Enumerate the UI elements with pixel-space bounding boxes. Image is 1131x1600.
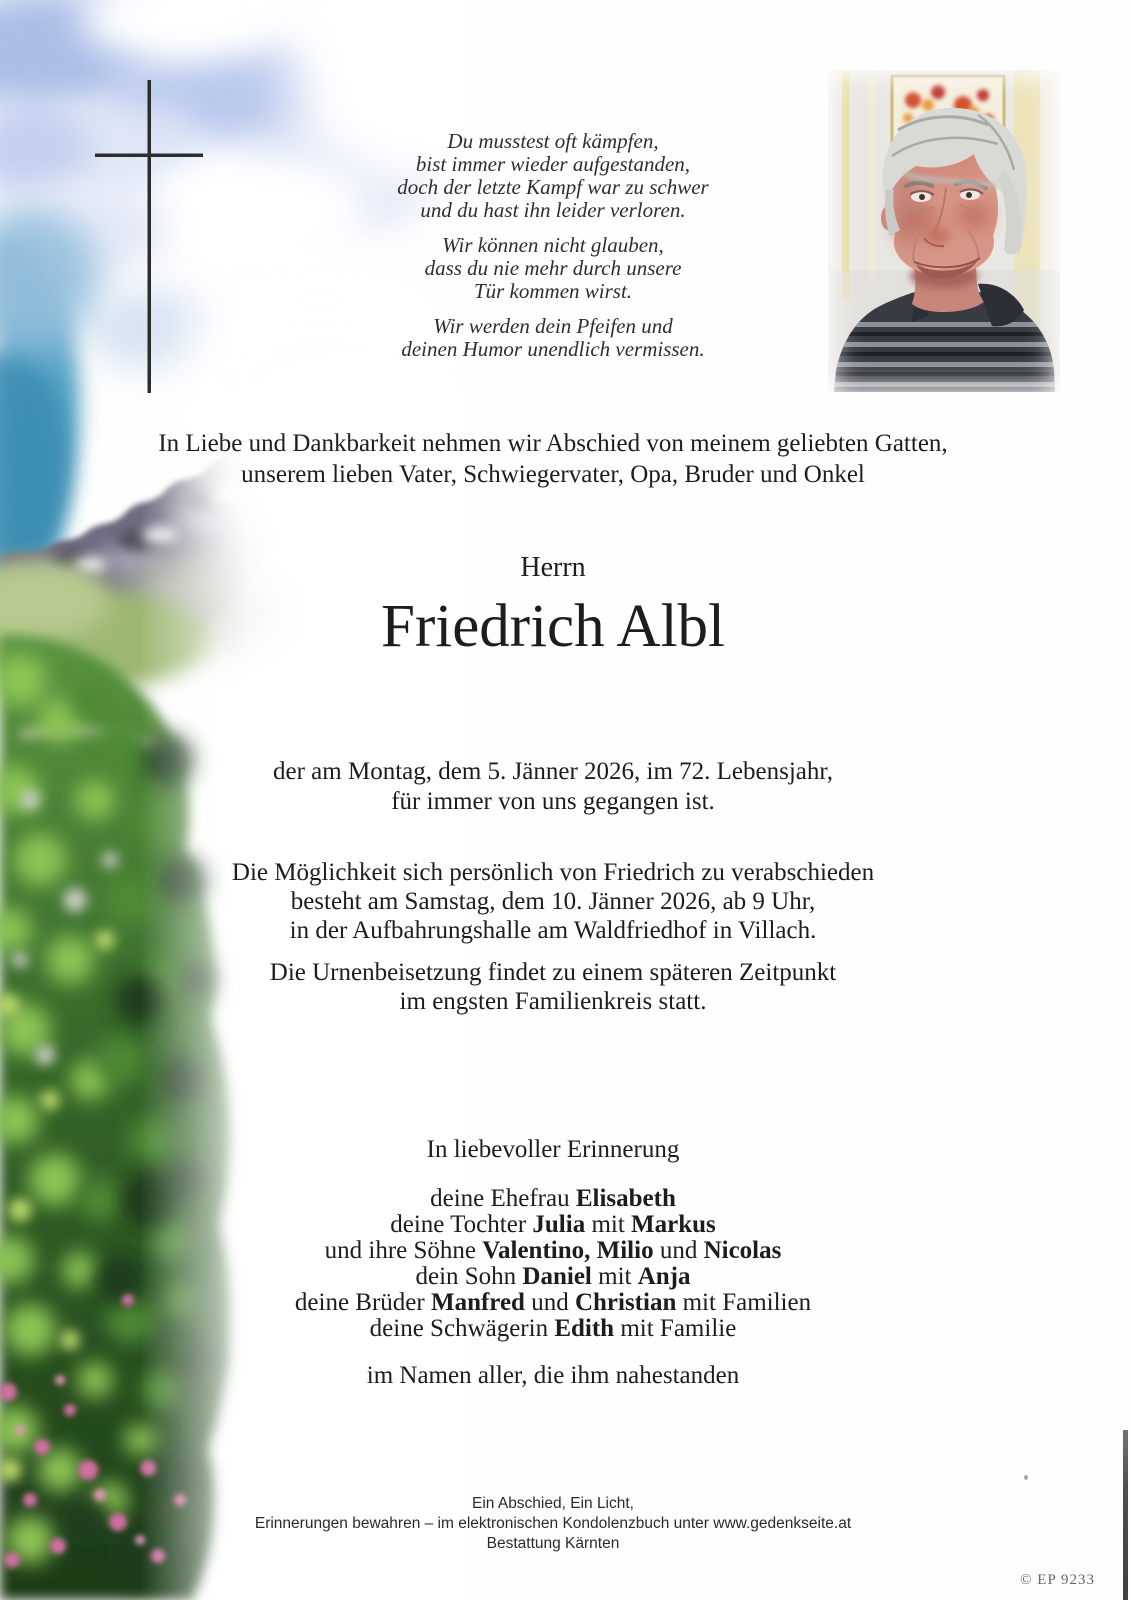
family-member-name: Markus	[631, 1211, 716, 1238]
scan-artifact-line	[1123, 1430, 1128, 1600]
family-relation-text: dein Sohn	[415, 1263, 523, 1290]
poem-line: bist immer wieder aufgestanden,	[415, 152, 691, 176]
copyright-label: © EP 9233	[1020, 1572, 1095, 1588]
poem-line: dass du nie mehr durch unsere	[424, 256, 682, 280]
family-line	[0, 1290, 1106, 1316]
poem-line: Du musstest oft kämpfen,	[447, 129, 659, 153]
farewell-line: besteht am Samstag, dem 10. Jänner 2026, ab 9 Uhr,	[290, 888, 816, 915]
family-member-name: Christian	[574, 1289, 677, 1316]
family-line	[0, 1212, 1106, 1238]
family-relation-text: deine Tochter	[390, 1211, 533, 1238]
family-relation-text: mit	[585, 1211, 632, 1238]
intro-text	[0, 428, 1106, 490]
family-member-name: Valentino, Milio	[482, 1237, 654, 1264]
family-relation-text: deine Brüder	[294, 1289, 431, 1316]
family-relation-text: und ihre Söhne	[324, 1237, 483, 1264]
family-line	[0, 1186, 1106, 1212]
death-date-text	[0, 757, 1106, 817]
family-member-name: Nicolas	[703, 1237, 782, 1264]
footer-line: Erinnerungen bewahren – im elektronischen Kondolenzbuch unter www.gedenkseite.at	[254, 1515, 852, 1532]
poem-line: doch der letzte Kampf war zu schwer	[397, 175, 709, 199]
footer-line: Ein Abschied, Ein Licht,	[472, 1495, 634, 1512]
death-date-line: der am Montag, dem 5. Jänner 2026, im 72. Lebensjahr,	[273, 758, 833, 785]
family-relation-text: mit Familie	[614, 1315, 737, 1342]
poem-line: Tür kommen wirst.	[473, 279, 633, 303]
poem-stanza	[0, 315, 1106, 361]
farewell-line: Die Möglichkeit sich persönlich von Friedrich zu verabschieden	[231, 859, 875, 886]
scan-artifact-speck	[1024, 1475, 1028, 1480]
salutation: Herrn	[520, 552, 586, 583]
farewell-line: in der Aufbahrungshalle am Waldfriedhof in Villach.	[289, 917, 817, 944]
farewell-text	[0, 858, 1106, 945]
poem-stanza	[0, 234, 1106, 303]
intro-line: In Liebe und Dankbarkeit nehmen wir Abschied von meinem geliebten Gatten,	[158, 430, 948, 457]
urn-burial-text	[0, 958, 1106, 1016]
urn-line: im engsten Familienkreis statt.	[399, 988, 707, 1015]
intro-line: unserem lieben Vater, Schwiegervater, Opa, Bruder und Onkel	[241, 461, 865, 488]
deceased-name: Friedrich Albl	[381, 593, 725, 660]
family-member-name: Edith	[554, 1315, 615, 1342]
family-member-name: Julia	[532, 1211, 586, 1238]
family-relation-text: mit	[591, 1263, 638, 1290]
family-member-name: Anja	[637, 1263, 691, 1290]
family-member-name: Daniel	[522, 1263, 592, 1290]
family-relation-text: deine Schwägerin	[369, 1315, 555, 1342]
family-relation-text: und	[653, 1237, 704, 1264]
footer-line: Bestattung Kärnten	[486, 1535, 620, 1552]
family-line	[0, 1264, 1106, 1290]
poem-block	[0, 130, 1106, 373]
family-relation-text: deine Ehefrau	[430, 1185, 576, 1212]
family-list	[0, 1186, 1106, 1342]
family-line	[0, 1316, 1106, 1342]
poem-stanza	[0, 130, 1106, 222]
poem-line: Wir können nicht glauben,	[442, 233, 664, 257]
poem-line: und du hast ihn leider verloren.	[420, 198, 686, 222]
family-relation-text: mit Familien	[676, 1289, 812, 1316]
family-line	[0, 1238, 1106, 1264]
closing-text: im Namen aller, die ihm nahestanden	[366, 1362, 740, 1389]
family-member-name: Manfred	[430, 1289, 525, 1316]
family-member-name: Elisabeth	[575, 1185, 676, 1212]
poem-line: deinen Humor unendlich vermissen.	[401, 337, 705, 361]
urn-line: Die Urnenbeisetzung findet zu einem späteren Zeitpunkt	[269, 959, 837, 986]
remembrance-heading: In liebevoller Erinnerung	[426, 1136, 680, 1163]
family-relation-text: und	[524, 1289, 575, 1316]
poem-line: Wir werden dein Pfeifen und	[433, 314, 673, 338]
death-date-line: für immer von uns gegangen ist.	[391, 788, 715, 815]
footer-text	[0, 1494, 1106, 1554]
